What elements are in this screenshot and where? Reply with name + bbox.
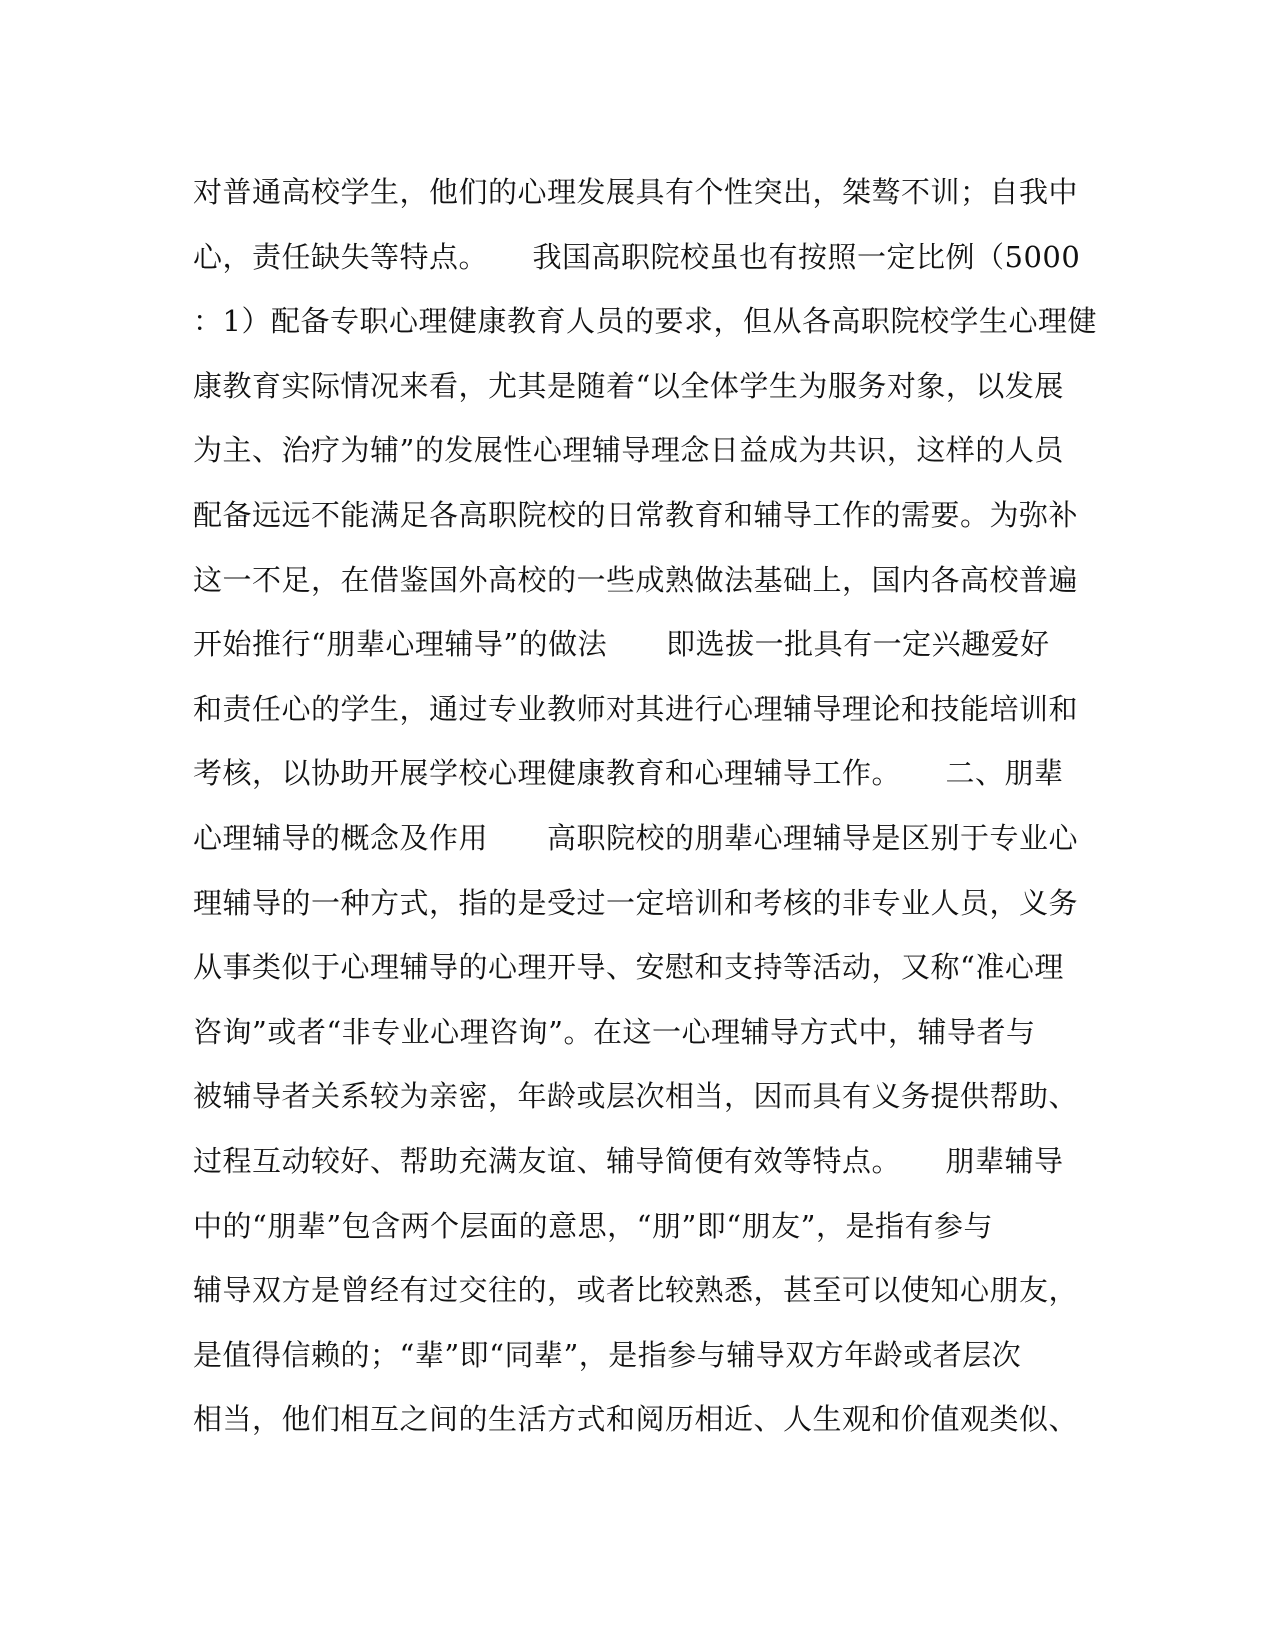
text-line: 这一不足，在借鉴国外高校的一些成熟做法基础上，国内各高校普遍 [193, 562, 1079, 597]
text-line: 中的“朋辈”包含两个层面的意思，“朋”即“朋友”，是指有参与 [193, 1208, 993, 1243]
text-line: 咨询”或者“非专业心理咨询”。在这一心理辅导方式中，辅导者与 [193, 1014, 1036, 1049]
text-line: 理辅导的一种方式，指的是受过一定培训和考核的非专业人员，义务 [193, 885, 1079, 920]
text-line: 开始推行“朋辈心理辅导”的做法 即选拔一批具有一定兴趣爱好 [193, 627, 1050, 662]
text-line: ：1）配备专职心理健康教育人员的要求，但从各高职院校学生心理健 [193, 304, 1097, 339]
text-line: 康教育实际情况来看，尤其是随着“以全体学生为服务对象，以发展 [193, 368, 1064, 403]
text-line: 心理辅导的概念及作用 高职院校的朋辈心理辅导是区别于专业心 [193, 820, 1079, 855]
text-line: 被辅导者关系较为亲密，年龄或层次相当，因而具有义务提供帮助、 [193, 1079, 1079, 1114]
text-line: 考核，以协助开展学校心理健康教育和心理辅导工作。 二、朋辈 [193, 756, 1064, 791]
text-line: 辅导双方是曾经有过交往的，或者比较熟悉，甚至可以使知心朋友， [193, 1273, 1079, 1308]
text-line: 心，责任缺失等特点。 我国高职院校虽也有按照一定比例（5000 [193, 239, 1081, 274]
text-line: 相当，他们相互之间的生活方式和阅历相近、人生观和价值观类似、 [193, 1402, 1079, 1437]
body-text [193, 160, 1097, 1452]
text-line: 是值得信赖的；“辈”即“同辈”，是指参与辅导双方年龄或者层次 [193, 1337, 1022, 1372]
text-line: 配备远远不能满足各高职院校的日常教育和辅导工作的需要。为弥补 [193, 497, 1079, 532]
text-line: 过程互动较好、帮助充满友谊、辅导简便有效等特点。 朋辈辅导 [193, 1143, 1064, 1178]
text-line: 对普通高校学生，他们的心理发展具有个性突出，桀骜不训；自我中 [193, 175, 1079, 209]
text-line: 为主、治疗为辅”的发展性心理辅导理念日益成为共识，这样的人员 [193, 433, 1064, 468]
text-line: 和责任心的学生，通过专业教师对其进行心理辅导理论和技能培训和 [193, 691, 1079, 726]
text-line: 从事类似于心理辅导的心理开导、安慰和支持等活动，又称“准心理 [193, 950, 1064, 985]
